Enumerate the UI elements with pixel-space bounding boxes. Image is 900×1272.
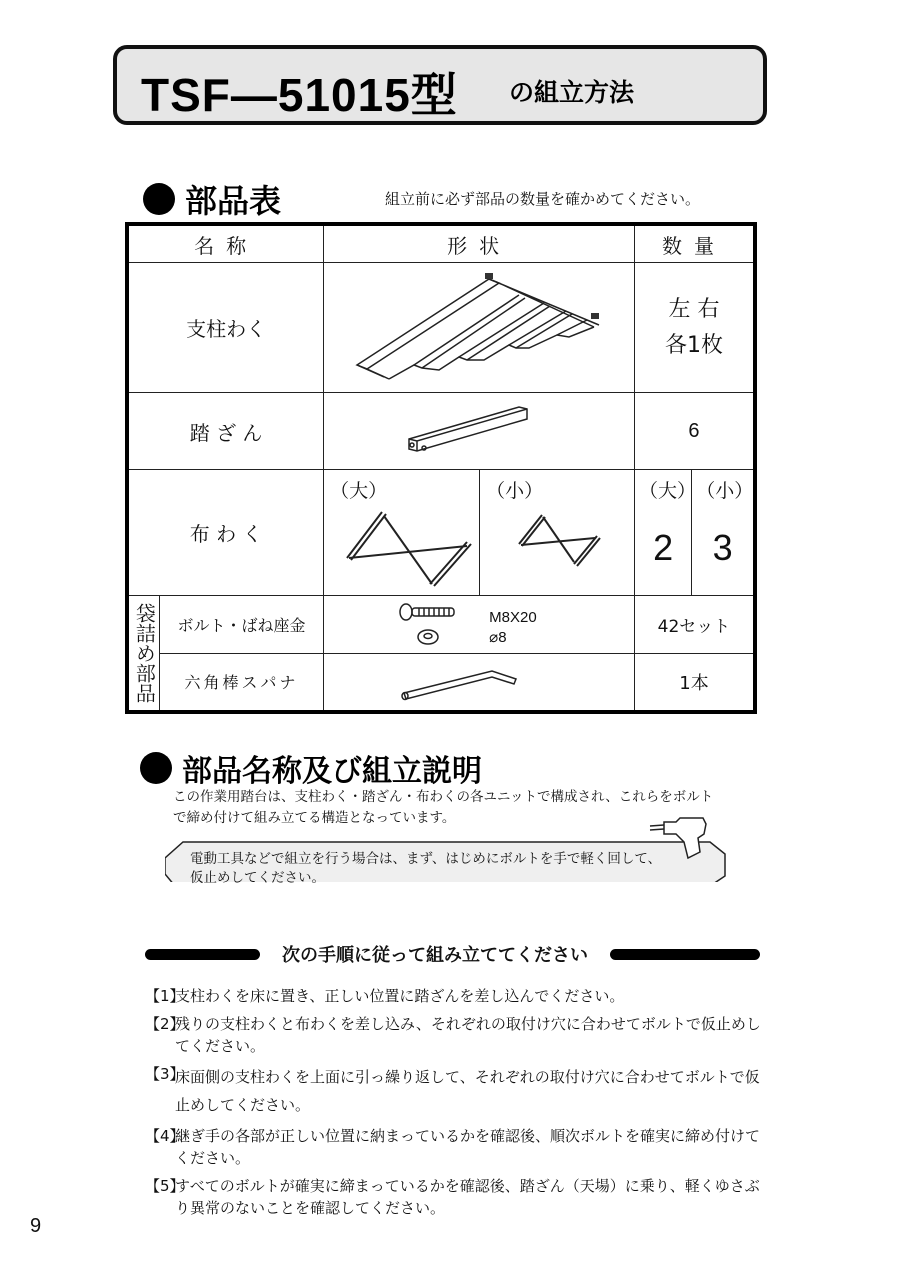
qty-large-label: （大）	[638, 480, 696, 502]
header-shape: 形状	[324, 224, 635, 263]
parts-note: 組立前に必ず部品の数量を確かめてください。	[385, 190, 701, 208]
table-row	[127, 470, 755, 596]
step-number: 【5】	[145, 1177, 185, 1195]
cross-frame-small-image	[480, 470, 635, 596]
bag-label-text: 袋詰め部品	[132, 602, 157, 703]
hex-wrench-image	[324, 654, 635, 712]
step-number: 【4】	[145, 1127, 185, 1145]
bolt-image	[324, 596, 635, 654]
table-row	[127, 654, 755, 712]
part-qty: 42セット	[634, 596, 755, 654]
title-subtitle: の組立方法	[509, 78, 635, 107]
intro-line: で締め付けて組み立てる構造となっています。	[173, 810, 456, 826]
header-qty: 数量	[634, 224, 755, 263]
step-item	[145, 1063, 775, 1119]
page-number: 9	[30, 1215, 42, 1237]
support-frame-icon	[329, 265, 629, 385]
step-number: 【3】	[145, 1065, 185, 1083]
parts-heading	[143, 176, 281, 222]
table-row	[127, 263, 755, 393]
part-name: ボルト・ばね座金	[159, 596, 323, 654]
callout-line: 仮止めしてください。	[190, 870, 325, 886]
bolt-spec	[489, 608, 537, 648]
part-qty: 6	[634, 393, 755, 470]
washer-size: ⌀8	[489, 629, 507, 646]
header-name: 名称	[127, 224, 324, 263]
assembly-heading-text: 部品名称及び組立説明	[182, 754, 482, 789]
part-name: 踏 ざ ん	[127, 393, 324, 470]
callout-text	[190, 850, 661, 888]
part-name: 支柱わく	[127, 263, 324, 393]
part-name: 六角棒スパナ	[159, 654, 323, 712]
part-name: 布 わ く	[127, 470, 324, 596]
step-number: 【1】	[145, 987, 185, 1005]
step-text: 残りの支柱わくと布わくを差し込み、それぞれの取付け穴に合わせてボルトで仮止めしてください。	[175, 1015, 761, 1055]
title-box	[113, 45, 767, 125]
step-number: 【2】	[145, 1015, 185, 1033]
cross-frame-large-image	[324, 470, 480, 596]
steps-title: 次の手順に従って組み立ててください	[282, 945, 588, 966]
qty-small-label: （小）	[696, 480, 754, 502]
large-label: （大）	[330, 480, 388, 502]
part-qty	[634, 263, 755, 393]
step-item	[145, 1125, 775, 1169]
bolt-size: M8X20	[489, 609, 537, 626]
assembly-heading	[140, 746, 482, 790]
hex-wrench-icon	[324, 657, 624, 707]
step-item	[145, 1175, 775, 1219]
qty-small	[692, 470, 755, 596]
table-row	[127, 596, 755, 654]
qty-line1: 左 右	[668, 296, 720, 322]
parts-heading-text: 部品表	[185, 182, 282, 220]
intro-line: この作業用踏台は、支柱わく・踏ざん・布わくの各ユニットで構成され、これらをボルト	[173, 789, 714, 805]
steps-list	[145, 985, 775, 1225]
small-label: （小）	[486, 480, 544, 502]
power-tool-callout	[170, 842, 726, 892]
qty-large	[634, 470, 696, 596]
step-text: 床面側の支柱わくを上面に引っ繰り返して、それぞれの取付け穴に合わせてボルトで仮止めしてください。	[175, 1068, 760, 1114]
bullet-icon	[140, 752, 172, 784]
table-row	[127, 393, 755, 470]
step-text: 支柱わくを床に置き、正しい位置に踏ざんを差し込んでください。	[175, 987, 625, 1005]
bullet-icon	[143, 183, 175, 215]
qty-small-value: 3	[712, 526, 733, 568]
steps-heading	[145, 940, 760, 968]
step-text: すべてのボルトが確実に締まっているかを確認後、踏ざん（天場）に乗り、軽くゆさぶり異常のないことを確認してください。	[175, 1177, 760, 1217]
bolt-washer-icon	[324, 597, 624, 653]
step-board-icon	[379, 399, 579, 459]
parts-table	[125, 222, 757, 714]
heading-bar-right	[610, 949, 760, 960]
step-item	[145, 1013, 775, 1057]
step-board-image	[324, 393, 635, 470]
part-qty: 1本	[634, 654, 755, 712]
qty-line2: 各1枚	[664, 332, 723, 358]
heading-bar-left	[145, 949, 260, 960]
step-text: 継ぎ手の各部が正しい位置に納まっているかを確認後、順次ボルトを確実に締め付けてください。	[175, 1127, 761, 1167]
qty-large-value: 2	[653, 526, 674, 568]
step-item	[145, 985, 775, 1007]
callout-line: 電動工具などで組立を行う場合は、まず、はじめにボルトを手で軽く回して、	[190, 851, 662, 867]
model-title: TSF—51015型	[141, 69, 458, 121]
bag-parts-label	[127, 596, 159, 712]
support-frame-image	[324, 263, 635, 393]
